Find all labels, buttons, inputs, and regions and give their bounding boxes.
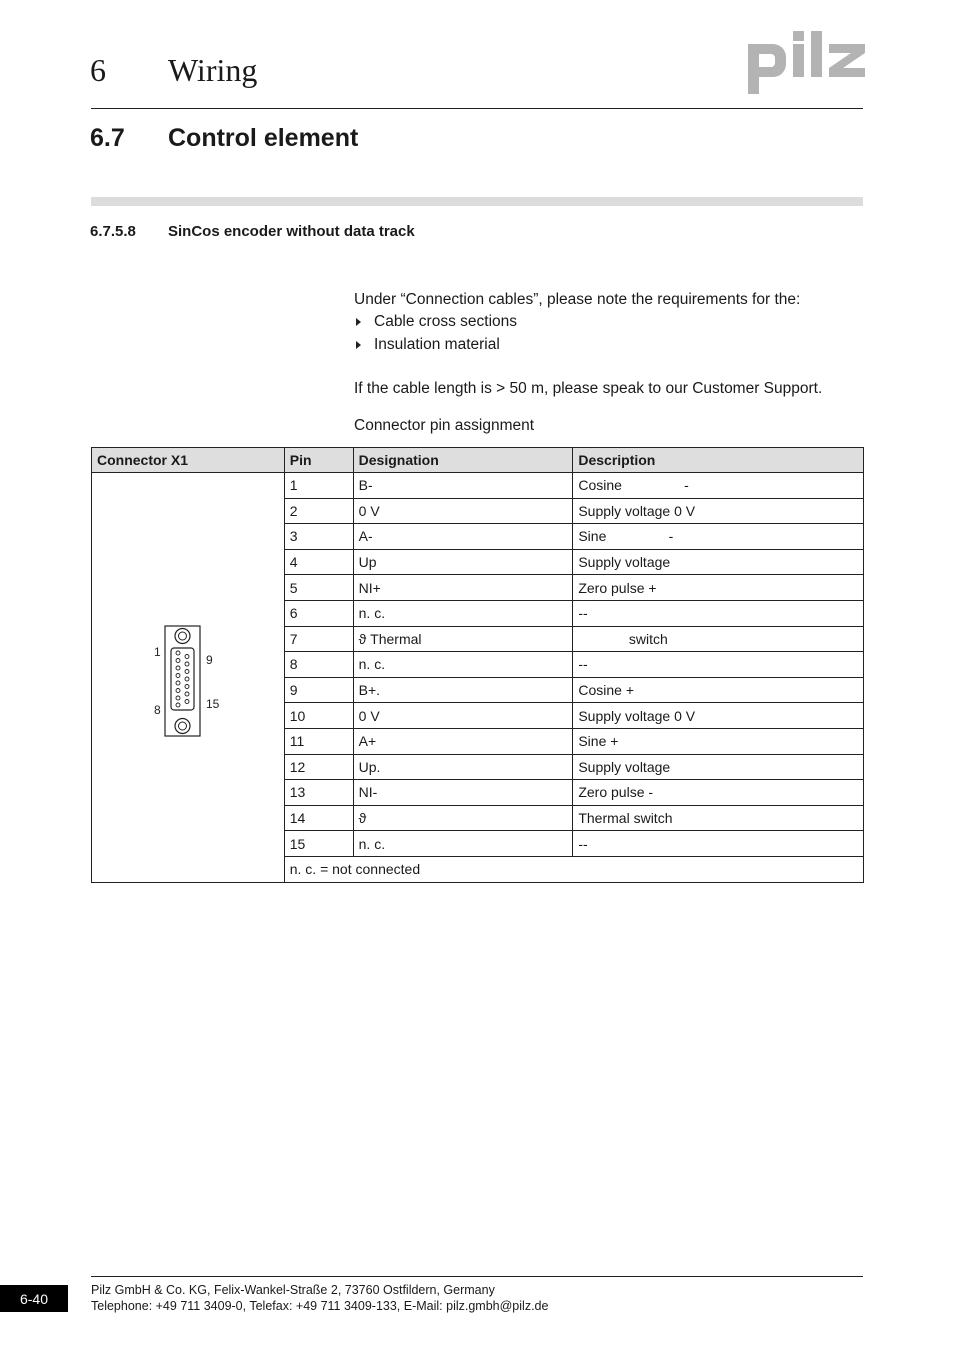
bullet-arrow-icon <box>356 341 361 349</box>
description-cell: -- <box>573 831 864 857</box>
bullet-item <box>354 312 517 332</box>
header-connector: Connector X1 <box>92 448 285 473</box>
subsection-number: 6.7.5.8 <box>90 223 136 240</box>
header-designation: Designation <box>353 448 573 473</box>
description-cell: -- <box>573 600 864 626</box>
section-number: 6.7 <box>90 124 125 152</box>
designation-cell: A- <box>353 524 573 550</box>
pin-cell: 11 <box>284 728 353 754</box>
pin-assignment-table <box>91 447 864 883</box>
designation-cell: n. c. <box>353 831 573 857</box>
sub-d-connector-diagram <box>152 618 242 738</box>
bullet-label: Insulation material <box>374 336 500 353</box>
description-cell: Supply voltage 0 V <box>573 498 864 524</box>
bullet-arrow-icon <box>356 318 361 326</box>
section-title: Control element <box>168 124 359 152</box>
designation-cell: Up <box>353 549 573 575</box>
pin-cell: 3 <box>284 524 353 550</box>
bullet-label: Cable cross sections <box>374 313 518 330</box>
description-cell: Supply voltage 0 V <box>573 703 864 729</box>
page-number: 6-40 <box>0 1285 68 1312</box>
description-cell: Sine + <box>573 728 864 754</box>
pin-cell: 13 <box>284 780 353 806</box>
connector-label-15: 15 <box>206 697 220 711</box>
connector-diagram-cell <box>92 473 285 883</box>
footer-rule <box>91 1276 863 1277</box>
designation-cell: B+. <box>353 677 573 703</box>
connector-label-8: 8 <box>154 703 161 717</box>
pin-cell: 12 <box>284 754 353 780</box>
pin-cell: 8 <box>284 652 353 678</box>
section-divider-bar <box>91 197 863 206</box>
description-cell: Cosine - <box>573 473 864 499</box>
connector-label-9: 9 <box>206 653 213 667</box>
header-pin: Pin <box>284 448 353 473</box>
designation-cell: Up. <box>353 754 573 780</box>
designation-cell: B- <box>353 473 573 499</box>
pin-cell: 5 <box>284 575 353 601</box>
designation-cell: 0 V <box>353 703 573 729</box>
footer-contact: Telephone: +49 711 3409-0, Telefax: +49 711 3409-133, E-Mail: pilz.gmbh@pilz.de <box>91 1299 549 1313</box>
description-cell: Thermal switch <box>573 805 864 831</box>
description-cell: Zero pulse + <box>573 575 864 601</box>
designation-cell: n. c. <box>353 600 573 626</box>
bullet-item <box>354 335 500 355</box>
pin-cell: 9 <box>284 677 353 703</box>
table-row <box>92 473 864 499</box>
cable-length-note: If the cable length is > 50 m, please speak to our Customer Support. <box>354 380 823 397</box>
designation-cell: 0 V <box>353 498 573 524</box>
pin-cell: 7 <box>284 626 353 652</box>
header-description: Description <box>573 448 864 473</box>
footer-address: Pilz GmbH & Co. KG, Felix-Wankel-Straße 2, 73760 Ostfildern, Germany <box>91 1283 495 1297</box>
pin-cell: 1 <box>284 473 353 499</box>
table-caption: Connector pin assignment <box>354 417 535 434</box>
designation-cell: NI- <box>353 780 573 806</box>
designation-cell: ϑ Thermal <box>353 626 573 652</box>
pin-cell: 10 <box>284 703 353 729</box>
intro-text: Under “Connection cables”, please note the requirements for the: <box>354 291 801 308</box>
pin-cell: 15 <box>284 831 353 857</box>
description-cell: Supply voltage <box>573 754 864 780</box>
chapter-number: 6 <box>90 52 106 88</box>
description-cell: -- <box>573 652 864 678</box>
designation-cell: n. c. <box>353 652 573 678</box>
pin-cell: 14 <box>284 805 353 831</box>
designation-cell: ϑ <box>353 805 573 831</box>
pin-cell: 2 <box>284 498 353 524</box>
table-footnote: n. c. = not connected <box>284 856 863 882</box>
connector-label-1: 1 <box>154 645 161 659</box>
pin-cell: 6 <box>284 600 353 626</box>
description-cell: Sine - <box>573 524 864 550</box>
description-cell: Zero pulse - <box>573 780 864 806</box>
designation-cell: A+ <box>353 728 573 754</box>
designation-cell: NI+ <box>353 575 573 601</box>
pilz-logo <box>748 28 866 96</box>
description-cell: Supply voltage <box>573 549 864 575</box>
pin-cell: 4 <box>284 549 353 575</box>
chapter-title: Wiring <box>168 52 258 88</box>
subsection-title: SinCos encoder without data track <box>168 223 415 240</box>
header-rule <box>91 108 863 109</box>
table-header-row <box>92 448 864 473</box>
description-cell: switch <box>573 626 864 652</box>
description-cell: Cosine + <box>573 677 864 703</box>
